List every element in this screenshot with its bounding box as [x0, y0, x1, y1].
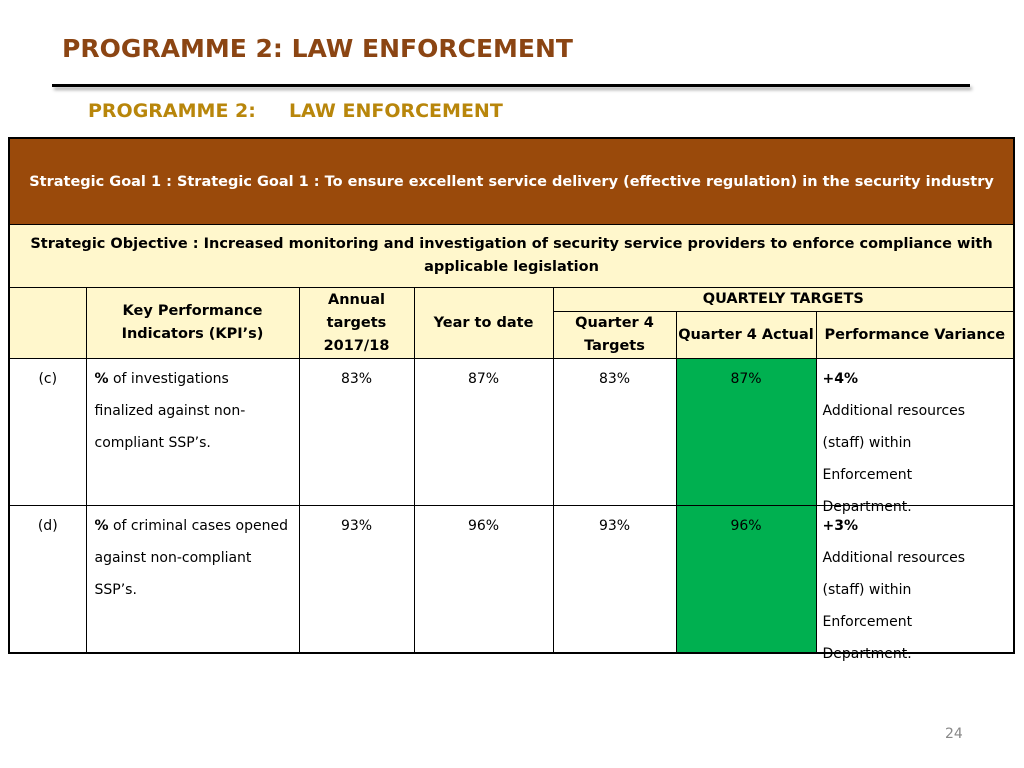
- row-year-to-date: 96%: [414, 506, 553, 654]
- row-id: (d): [9, 506, 86, 654]
- page-number: 24: [945, 726, 963, 742]
- header-quarterly-targets: QUARTELY TARGETS: [553, 288, 1014, 312]
- strategic-objective: Strategic Objective : Increased monitoring and investigation of security service providers to enforce compliance with applicable legislation: [9, 225, 1014, 288]
- kpi-text: of investigations finalized against non-compliant SSP’s.: [94, 371, 246, 451]
- kpi-percent-symbol: %: [94, 518, 109, 534]
- row-variance: [816, 506, 1014, 662]
- row-id: (c): [9, 359, 86, 506]
- variance-value: +3%: [822, 518, 858, 534]
- row-annual-target: 83%: [299, 359, 414, 506]
- slide-subtitle: PROGRAMME 2: LAW ENFORCEMENT: [88, 100, 503, 122]
- strategic-goal: Strategic Goal 1 : Strategic Goal 1 : To ensure excellent service delivery (effective regulation) in the security industry: [9, 138, 1014, 225]
- row-q4-actual: 96%: [676, 506, 816, 654]
- row-kpi: [86, 359, 299, 506]
- row-q4-target: 83%: [553, 359, 676, 506]
- title-divider: [52, 84, 970, 87]
- header-performance-variance: Performance Variance: [816, 312, 1014, 359]
- row-variance: [816, 359, 1014, 515]
- variance-note: Additional resources (staff) within Enforcement Department.: [822, 550, 966, 662]
- row-q4-target: 93%: [553, 506, 676, 654]
- row-annual-target: 93%: [299, 506, 414, 654]
- table-row: [9, 506, 1014, 654]
- variance-value: +4%: [822, 371, 858, 387]
- header-id: [9, 288, 86, 359]
- strategic-goal-row: [9, 138, 1014, 225]
- row-year-to-date: 87%: [414, 359, 553, 506]
- header-q4-actual: Quarter 4 Actual: [676, 312, 816, 359]
- variance-note: Additional resources (staff) within Enforcement Department.: [822, 403, 966, 515]
- slide-title: PROGRAMME 2: LAW ENFORCEMENT: [62, 34, 573, 63]
- strategic-objective-row: [9, 225, 1014, 288]
- header-q4-targets: Quarter 4 Targets: [553, 312, 676, 359]
- kpi-text: of criminal cases opened against non-compliant SSP’s.: [94, 518, 288, 598]
- header-row-1: [9, 288, 1014, 312]
- kpi-percent-symbol: %: [94, 371, 109, 387]
- row-q4-actual: 87%: [676, 359, 816, 506]
- table-row: [9, 359, 1014, 506]
- header-year-to-date: Year to date: [414, 288, 553, 359]
- row-kpi: [86, 506, 299, 654]
- kpi-table: [8, 137, 1015, 662]
- header-annual-targets: Annual targets 2017/18: [299, 288, 414, 359]
- header-kpi: Key Performance Indicators (KPI’s): [86, 288, 299, 359]
